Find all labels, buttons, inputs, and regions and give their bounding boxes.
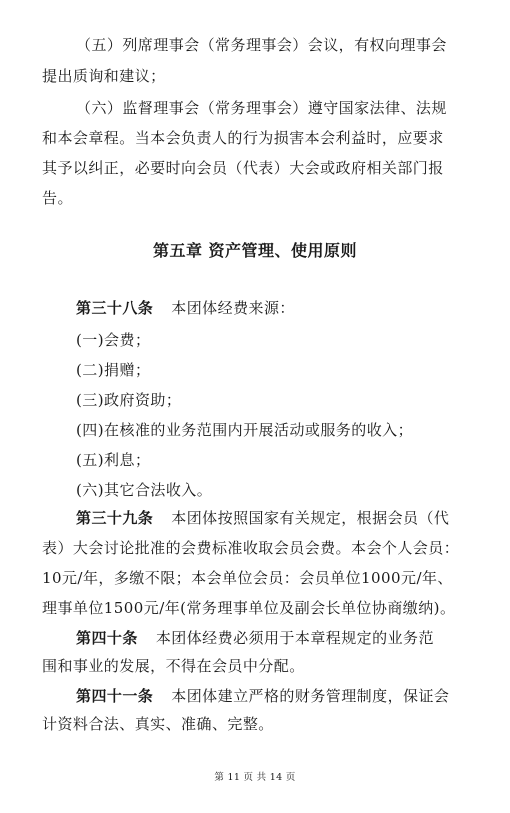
paragraph-5-line-1: （五）列席理事会（常务理事会）会议，有权向理事会 xyxy=(76,36,447,54)
article-39-line-4: 理事单位1500元/年(常务理事单位及副会长单位协商缴纳)。 xyxy=(42,599,456,617)
article-41-line-2: 计资料合法、真实、准确、完整。 xyxy=(42,715,274,733)
paragraph-6-line-1: （六）监督理事会（常务理事会）遵守国家法律、法规 xyxy=(76,99,447,117)
article-38-item-1: (一)会费； xyxy=(76,331,151,349)
article-38-line xyxy=(76,298,295,318)
article-38-label: 第三十八条 xyxy=(76,299,154,317)
article-41-label: 第四十一条 xyxy=(76,687,154,705)
paragraph-6-line-4: 告。 xyxy=(42,189,73,207)
paragraph-5-line-2: 提出质询和建议； xyxy=(42,67,166,85)
article-38-item-5: (五)利息； xyxy=(76,451,151,469)
page-number-footer: 第 11 页 共 14 页 xyxy=(214,772,296,783)
article-41-text: 本团体建立严格的财务管理制度，保证会 xyxy=(171,687,450,705)
article-38-item-6: (六)其它合法收入。 xyxy=(76,481,213,499)
paragraph-6-line-3: 其予以纠正，必要时向会员（代表）大会或政府相关部门报 xyxy=(42,159,444,177)
article-39-line-3: 10元/年，多缴不限；本会单位会员：会员单位1000元/年、 xyxy=(42,569,453,587)
article-39-text: 本团体按照国家有关规定，根据会员（代 xyxy=(171,509,450,527)
article-40-line-1 xyxy=(76,628,434,648)
article-40-label: 第四十条 xyxy=(76,629,138,647)
article-38-item-2: (二)捐赠； xyxy=(76,361,151,379)
article-38-item-4: (四)在核准的业务范围内开展活动或服务的收入； xyxy=(76,421,414,439)
chapter-title: 第五章 资产管理、使用原则 xyxy=(152,241,358,260)
article-41-line-1 xyxy=(76,686,449,706)
article-40-text: 本团体经费必须用于本章程规定的业务范 xyxy=(155,629,434,647)
article-39-label: 第三十九条 xyxy=(76,509,154,527)
article-39-line-1 xyxy=(76,508,449,528)
paragraph-6-line-2: 和本会章程。当本会负责人的行为损害本会利益时，应要求 xyxy=(42,129,444,147)
article-40-line-2: 围和事业的发展，不得在会员中分配。 xyxy=(42,657,305,675)
article-38-item-3: (三)政府资助； xyxy=(76,391,182,409)
article-39-line-2: 表）大会讨论批准的会费标准收取会员会费。本会个人会员： xyxy=(42,539,460,557)
article-38-text: 本团体经费来源： xyxy=(171,299,295,317)
